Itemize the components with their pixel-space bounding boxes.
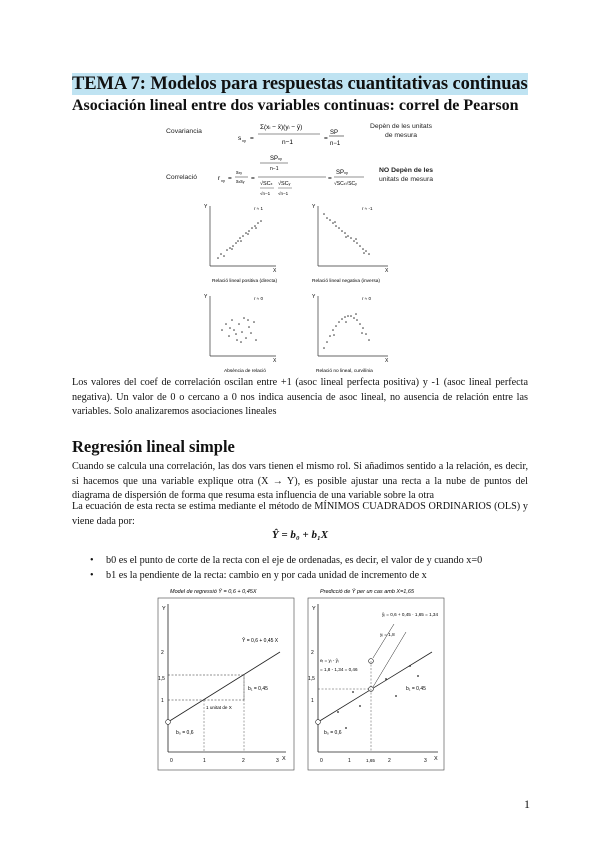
svg-text:n−1: n−1: [330, 141, 341, 147]
corr-label: Correlació: [166, 174, 197, 181]
corr-formula: [216, 152, 366, 202]
corr-note-line1: NO Depèn de les: [378, 167, 433, 174]
paragraph-correlation-range: Los valores del coef de correlación oscilan entre +1 (asoc lineal perfecta positiva) y -1 (asoc lineal perfecta negativa). Un valor de 0 o cercano a 0 nos indica ausencia de asoc lineal, no ausencia de relación entre las variables. Solo analizaremos asociaciones lineales: [72, 377, 528, 418]
cov-formula-graphic: [236, 120, 346, 150]
left-line-label: Ŷ = 0,6 + 0,45 X: [242, 638, 279, 644]
svg-text:√SCy: √SCy: [278, 181, 291, 187]
cov-note: [370, 122, 432, 140]
svg-text:=: =: [251, 175, 255, 182]
svg-text:=: =: [324, 135, 328, 142]
coefficient-list: [72, 554, 556, 583]
svg-text:=: =: [228, 175, 232, 182]
right-resid-value: = 1,8 - 1,34 = 0,46: [320, 667, 358, 672]
svg-text:xy: xy: [221, 178, 225, 183]
section-title-pearson: Asociación lineal entre dos variables continuas: correl de Pearson: [72, 97, 519, 114]
svg-text:SP: SP: [330, 130, 339, 136]
paragraph-regression-intro: Cuando se calcula una correlación, las dos vars tienen el mismo rol. Si añadimos sentido a la relación, es decir, si hacemos que una variable explique otra (X → Y), es posible ajustar una recta a la nube de puntos del diagrama de dispersión de forma que resuma esta influencia de una variable sobre la otra: [72, 461, 528, 502]
svg-text:Y: Y: [312, 606, 316, 612]
left-b0-label: b₀ = 0,6: [176, 730, 194, 736]
caption-1: Relació lineal positiva (directa): [212, 279, 278, 284]
caption-2: Relació lineal negativa (inversa): [312, 279, 380, 284]
caption-3: Absència de relació: [224, 369, 266, 374]
paragraph-ols: La ecuación de esta recta se estima mediante el método de MÍNIMOS CUADRADOS ORDINARIOS (OLS) y viene dada por:: [72, 501, 528, 527]
svg-text:SPxy: SPxy: [270, 156, 283, 162]
regression-equation: Ŷ = b₀ + b₁X: [271, 529, 329, 541]
right-resid-label: eᵢ = yᵢ - ŷᵢ: [320, 658, 339, 663]
svg-text:X: X: [385, 358, 389, 364]
left-x-tick-2: 2: [242, 758, 245, 764]
page-number: 1: [524, 797, 530, 811]
corr-note: [370, 166, 442, 184]
list-item-b0: • b0 es el punto de corte de la recta con el eje de ordenadas, es decir, el valor de y cuando x=0: [86, 554, 556, 569]
left-regression-plot: [158, 598, 294, 770]
page-title: TEMA 7: Modelos para respuestas cuantitativas continuas: [72, 74, 528, 94]
svg-text:√SCx√SCy: √SCx√SCy: [334, 181, 357, 187]
regression-plots-figure: [148, 584, 448, 774]
scatter-plot-curvilinear: [312, 294, 389, 374]
left-y-tick-1: 1: [161, 698, 164, 704]
svg-text:Σ(xi − x̄)(yi − ȳ): Σ(xi − x̄)(yi − ȳ): [260, 124, 303, 131]
svg-text:Y: Y: [162, 606, 166, 612]
svg-text:X: X: [273, 358, 277, 364]
list-item-b1: • b1 es la pendiente de la recta: cambio en y por cada unidad de incremento de x: [86, 569, 556, 584]
left-x-tick-0: 0: [170, 758, 173, 764]
svg-text:SPxy: SPxy: [336, 170, 349, 176]
svg-text:Y: Y: [204, 294, 208, 300]
left-y-tick-15: 1,5: [158, 676, 165, 682]
right-regression-plot: [308, 598, 444, 770]
svg-text:sxy: sxy: [236, 170, 242, 176]
svg-text:=: =: [328, 175, 332, 182]
scatter-plot-none: [204, 294, 277, 374]
right-plot-title: Predicció de Ŷ per un cas amb X=1,65: [320, 589, 415, 595]
svg-text:X: X: [385, 268, 389, 274]
r-label-3: r ≈ 0: [254, 296, 263, 301]
r-label-2: r ≈ -1: [362, 206, 373, 211]
svg-text:=: =: [250, 135, 254, 142]
section-title-regression: Regresión lineal simple: [72, 437, 235, 456]
right-b0-label: b₀ = 0,6: [324, 730, 342, 736]
right-x-tick-0: 0: [320, 758, 323, 764]
svg-text:X: X: [434, 756, 438, 762]
right-x-tick-2: 2: [388, 758, 391, 764]
right-x-tick-1: 1: [348, 758, 351, 764]
scatter-plots-figure: [196, 202, 406, 374]
cov-label: Covariancia: [166, 128, 202, 135]
right-y-tick-1: 1: [311, 698, 314, 704]
scatter-plot-negative: [312, 204, 389, 284]
svg-text:sxsy: sxsy: [236, 179, 245, 185]
corr-note-line2: unitats de mesura: [378, 176, 434, 183]
right-pred-label: ŷᵢ = 0,6 + 0,45 · 1,65 = 1,34: [382, 612, 439, 617]
left-plot-title: Model de regressió Ŷ = 0,6 + 0,45X: [170, 589, 257, 595]
svg-text:Y: Y: [312, 204, 316, 210]
svg-text:Y: Y: [312, 294, 316, 300]
left-y-tick-2: 2: [161, 650, 164, 656]
right-yi-label: yᵢ = 1,8: [380, 632, 395, 637]
right-b1-label: b₁ = 0,45: [406, 686, 426, 692]
r-label-4: r ≈ 0: [362, 296, 371, 301]
cov-formula: [236, 120, 346, 150]
right-y-tick-15: 1,5: [308, 676, 315, 682]
left-x-tick-1: 1: [203, 758, 206, 764]
left-unit-label: 1 unitat de X: [206, 705, 232, 710]
left-x-tick-3: 3: [276, 758, 279, 764]
cov-note-line2: de mesura: [384, 132, 418, 139]
scatter-plot-positive: [204, 204, 277, 284]
corr-formula-graphic: [216, 152, 366, 202]
cov-note-line1: Depèn de les unitats: [370, 123, 432, 130]
axis-x-label: X: [273, 268, 277, 274]
right-x-tick-3: 3: [424, 758, 427, 764]
svg-text:r: r: [218, 175, 221, 182]
svg-text:n−1: n−1: [270, 166, 279, 172]
right-y-tick-2: 2: [311, 650, 314, 656]
axis-y-label: Y: [204, 204, 208, 210]
left-b1-label: b₁ = 0,45: [248, 686, 268, 692]
svg-text:√n−1: √n−1: [278, 191, 289, 196]
svg-text:xy: xy: [242, 138, 246, 143]
svg-text:√SCx: √SCx: [260, 181, 273, 187]
right-x-tick-165: 1,65: [366, 758, 375, 763]
svg-text:n−1: n−1: [282, 139, 294, 146]
svg-text:√n−1: √n−1: [260, 191, 271, 196]
caption-4: Relació no lineal, curvilínia: [316, 369, 373, 374]
svg-text:X: X: [282, 756, 286, 762]
r-label-1: r ≈ 1: [254, 206, 263, 211]
cov-formula-lhs: s: [238, 135, 242, 142]
